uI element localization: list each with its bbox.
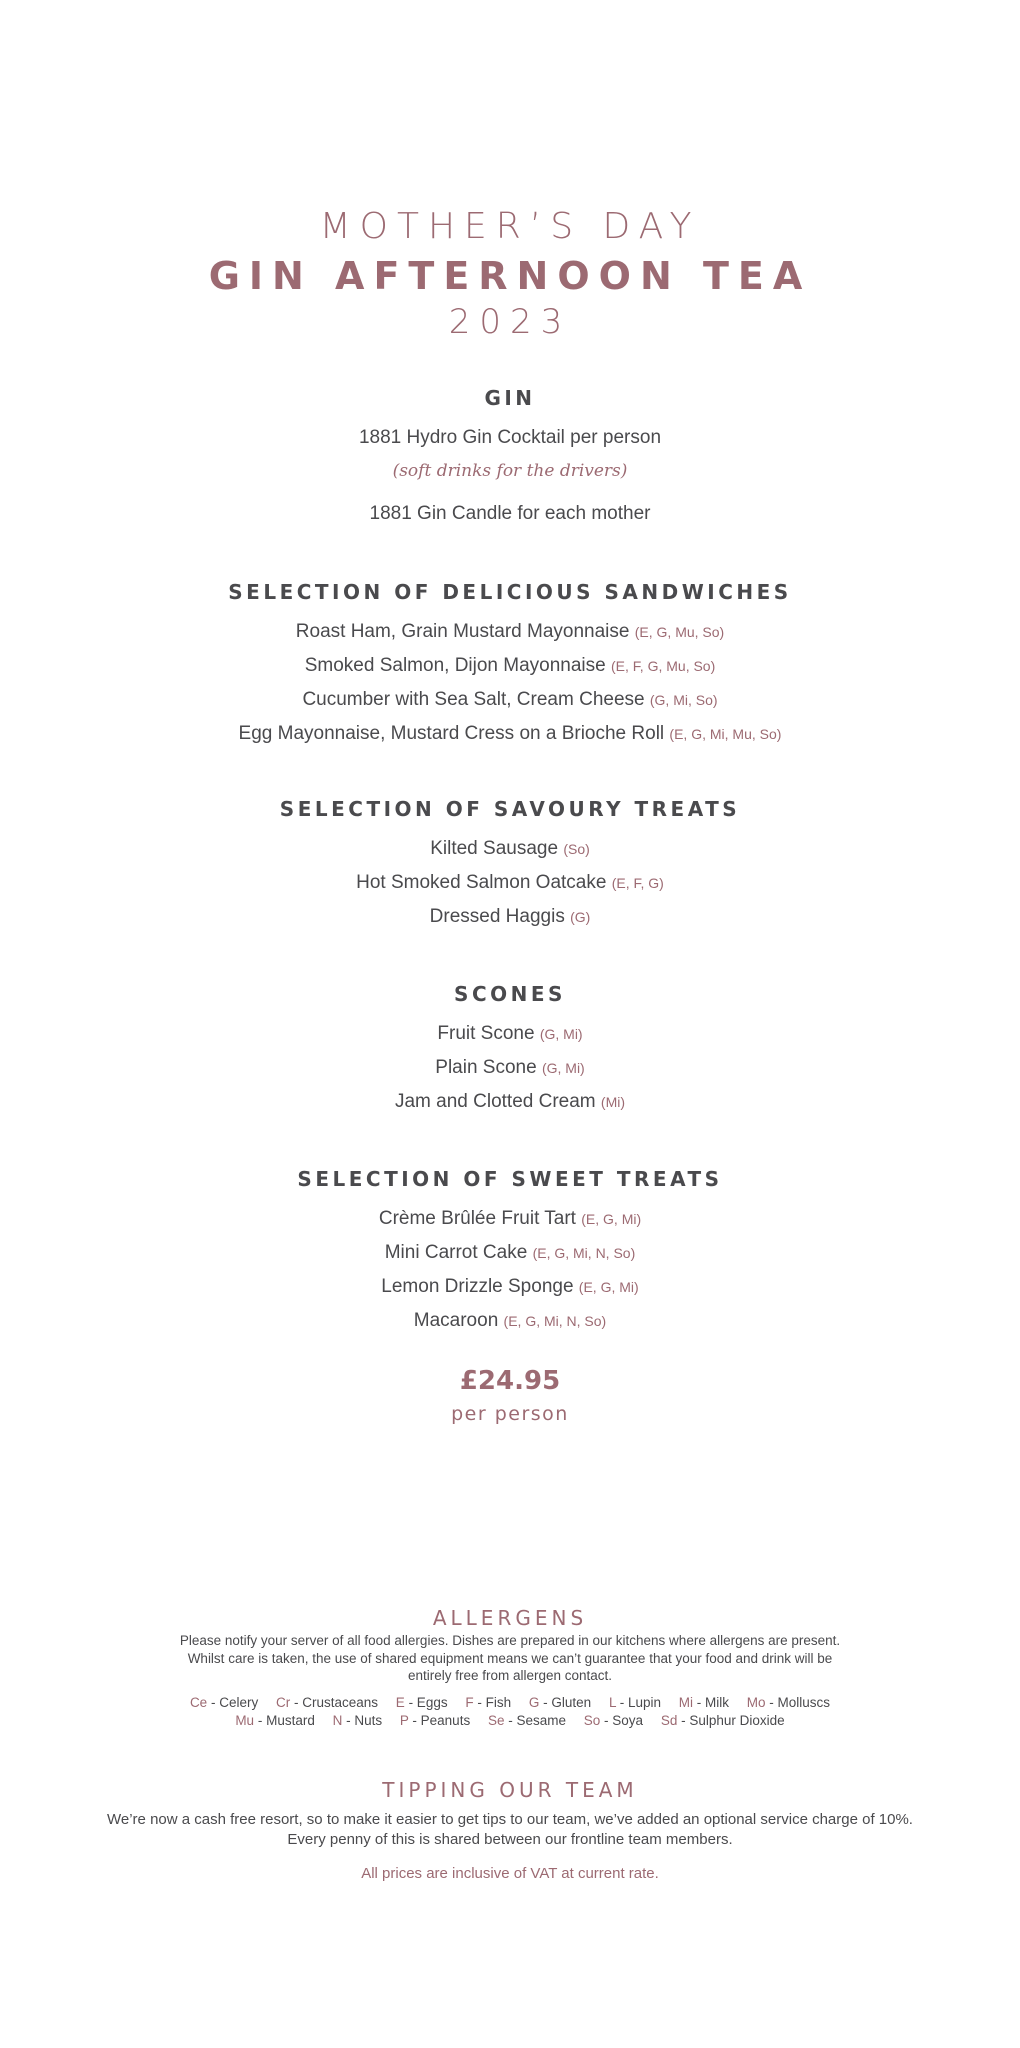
allergen-notice-line: entirely free from allergen contact. [407, 1668, 613, 1683]
menu-item [0, 1304, 1020, 1338]
section-heading-gin: GIN [484, 386, 536, 410]
allergen-key: Ce - Celery [189, 1694, 259, 1710]
allergens-section [0, 1604, 1020, 1730]
menu-item [0, 717, 1020, 751]
menu-item [0, 1085, 1020, 1119]
allergen-key: G - Gluten [528, 1694, 592, 1710]
item-allergens: (E, G, Mi, Mu, So) [669, 726, 782, 742]
allergen-key: P - Peanuts [399, 1712, 471, 1728]
allergen-key: Sd - Sulphur Dioxide [660, 1712, 785, 1728]
allergen-key: So - Soya [583, 1712, 644, 1728]
item-allergens: (E, F, G, Mu, So) [611, 658, 716, 674]
item-name: Mini Carrot Cake [384, 1242, 528, 1263]
item-name: Fruit Scone [437, 1023, 535, 1044]
menu-item-gin-cocktail: 1881 Hydro Gin Cocktail per person [358, 427, 662, 448]
allergen-key: Mi - Milk [678, 1694, 730, 1710]
scones-section [0, 979, 1020, 1119]
item-name: Crème Brûlée Fruit Tart [378, 1208, 576, 1229]
price-unit: per person [451, 1403, 569, 1425]
title-line-year: 2023 [448, 302, 572, 342]
item-allergens: (E, G, Mu, So) [634, 624, 725, 640]
item-allergens: (E, G, Mi, N, So) [503, 1313, 607, 1329]
sweet-section [0, 1164, 1020, 1338]
item-allergens: (G) [570, 909, 591, 925]
allergen-key: Se - Sesame [487, 1712, 567, 1728]
sandwiches-section [0, 577, 1020, 751]
item-name: Macaroon [413, 1310, 499, 1331]
allergens-heading: ALLERGENS [432, 1606, 588, 1630]
allergen-notice-line: Whilst care is taken, the use of shared equipment means we can’t guarantee that your food and drink will be [187, 1650, 833, 1666]
item-allergens: (G, Mi, So) [649, 692, 718, 708]
price-block [0, 1363, 1020, 1429]
price-amount: £24.95 [459, 1366, 561, 1396]
menu-item [0, 866, 1020, 900]
soft-drinks-note: (soft drinks for the drivers) [392, 461, 628, 481]
menu-item [0, 615, 1020, 649]
item-allergens: (So) [563, 841, 590, 857]
item-name: Smoked Salmon, Dijon Mayonnaise [304, 655, 606, 676]
menu-item [0, 1236, 1020, 1270]
menu-item [0, 832, 1020, 866]
section-heading-sandwiches: SELECTION OF DELICIOUS SANDWICHES [228, 580, 792, 604]
menu-item [0, 683, 1020, 717]
menu-item-gin-candle: 1881 Gin Candle for each mother [369, 503, 651, 524]
section-heading-sweet: SELECTION OF SWEET TREATS [297, 1167, 723, 1191]
allergen-key: F - Fish [465, 1694, 512, 1710]
section-heading-savoury: SELECTION OF SAVOURY TREATS [279, 797, 741, 821]
tipping-section [0, 1776, 1020, 1884]
section-heading-scones: SCONES [454, 982, 566, 1006]
allergen-key: Mu - Mustard [235, 1712, 315, 1728]
item-name: Roast Ham, Grain Mustard Mayonnaise [295, 621, 630, 642]
item-allergens: (E, F, G) [611, 875, 664, 891]
gin-section [0, 383, 1020, 530]
vat-notice: All prices are inclusive of VAT at current rate. [361, 1865, 659, 1882]
allergen-notice-line: Please notify your server of all food allergies. Dishes are prepared in our kitchens where allergens are present. [179, 1633, 841, 1648]
item-name: Plain Scone [435, 1057, 537, 1078]
item-name: Lemon Drizzle Sponge [381, 1276, 574, 1297]
menu-item [0, 1051, 1020, 1085]
item-allergens: (G, Mi) [539, 1026, 583, 1042]
menu-title [0, 205, 1020, 343]
item-allergens: (E, G, Mi) [581, 1211, 642, 1227]
allergen-key: E - Eggs [395, 1694, 448, 1710]
menu-item [0, 649, 1020, 683]
allergen-key-row-1 [0, 1694, 1020, 1712]
title-line-occasion: MOTHER’S DAY [319, 206, 701, 247]
allergen-key: L - Lupin [608, 1694, 661, 1710]
allergen-key-row-2 [0, 1712, 1020, 1730]
item-name: Cucumber with Sea Salt, Cream Cheese [302, 689, 645, 710]
allergen-key: Mo - Molluscs [746, 1694, 831, 1710]
menu-item [0, 1017, 1020, 1051]
item-allergens: (Mi) [600, 1094, 626, 1110]
menu-item [0, 1270, 1020, 1304]
tipping-text-line: We’re now a cash free resort, so to make it easier to get tips to our team, we’ve added an optional service charge of 10%. [107, 1811, 913, 1828]
allergen-key: Cr - Crustaceans [275, 1694, 379, 1710]
menu-item [0, 1202, 1020, 1236]
menu-item [0, 900, 1020, 934]
item-allergens: (E, G, Mi) [578, 1279, 639, 1295]
item-name: Egg Mayonnaise, Mustard Cress on a Brioche Roll [238, 723, 665, 744]
item-name: Jam and Clotted Cream [394, 1091, 596, 1112]
item-allergens: (G, Mi) [541, 1060, 585, 1076]
allergen-key: N - Nuts [332, 1712, 383, 1728]
title-line-name: GIN AFTERNOON TEA [208, 254, 812, 298]
item-allergens: (E, G, Mi, N, So) [532, 1245, 636, 1261]
tipping-text-line: Every penny of this is shared between our frontline team members. [287, 1831, 733, 1848]
item-name: Kilted Sausage [430, 838, 559, 859]
item-name: Hot Smoked Salmon Oatcake [356, 872, 607, 893]
tipping-heading: TIPPING OUR TEAM [382, 1778, 638, 1802]
item-name: Dressed Haggis [429, 906, 565, 927]
savoury-section [0, 794, 1020, 934]
